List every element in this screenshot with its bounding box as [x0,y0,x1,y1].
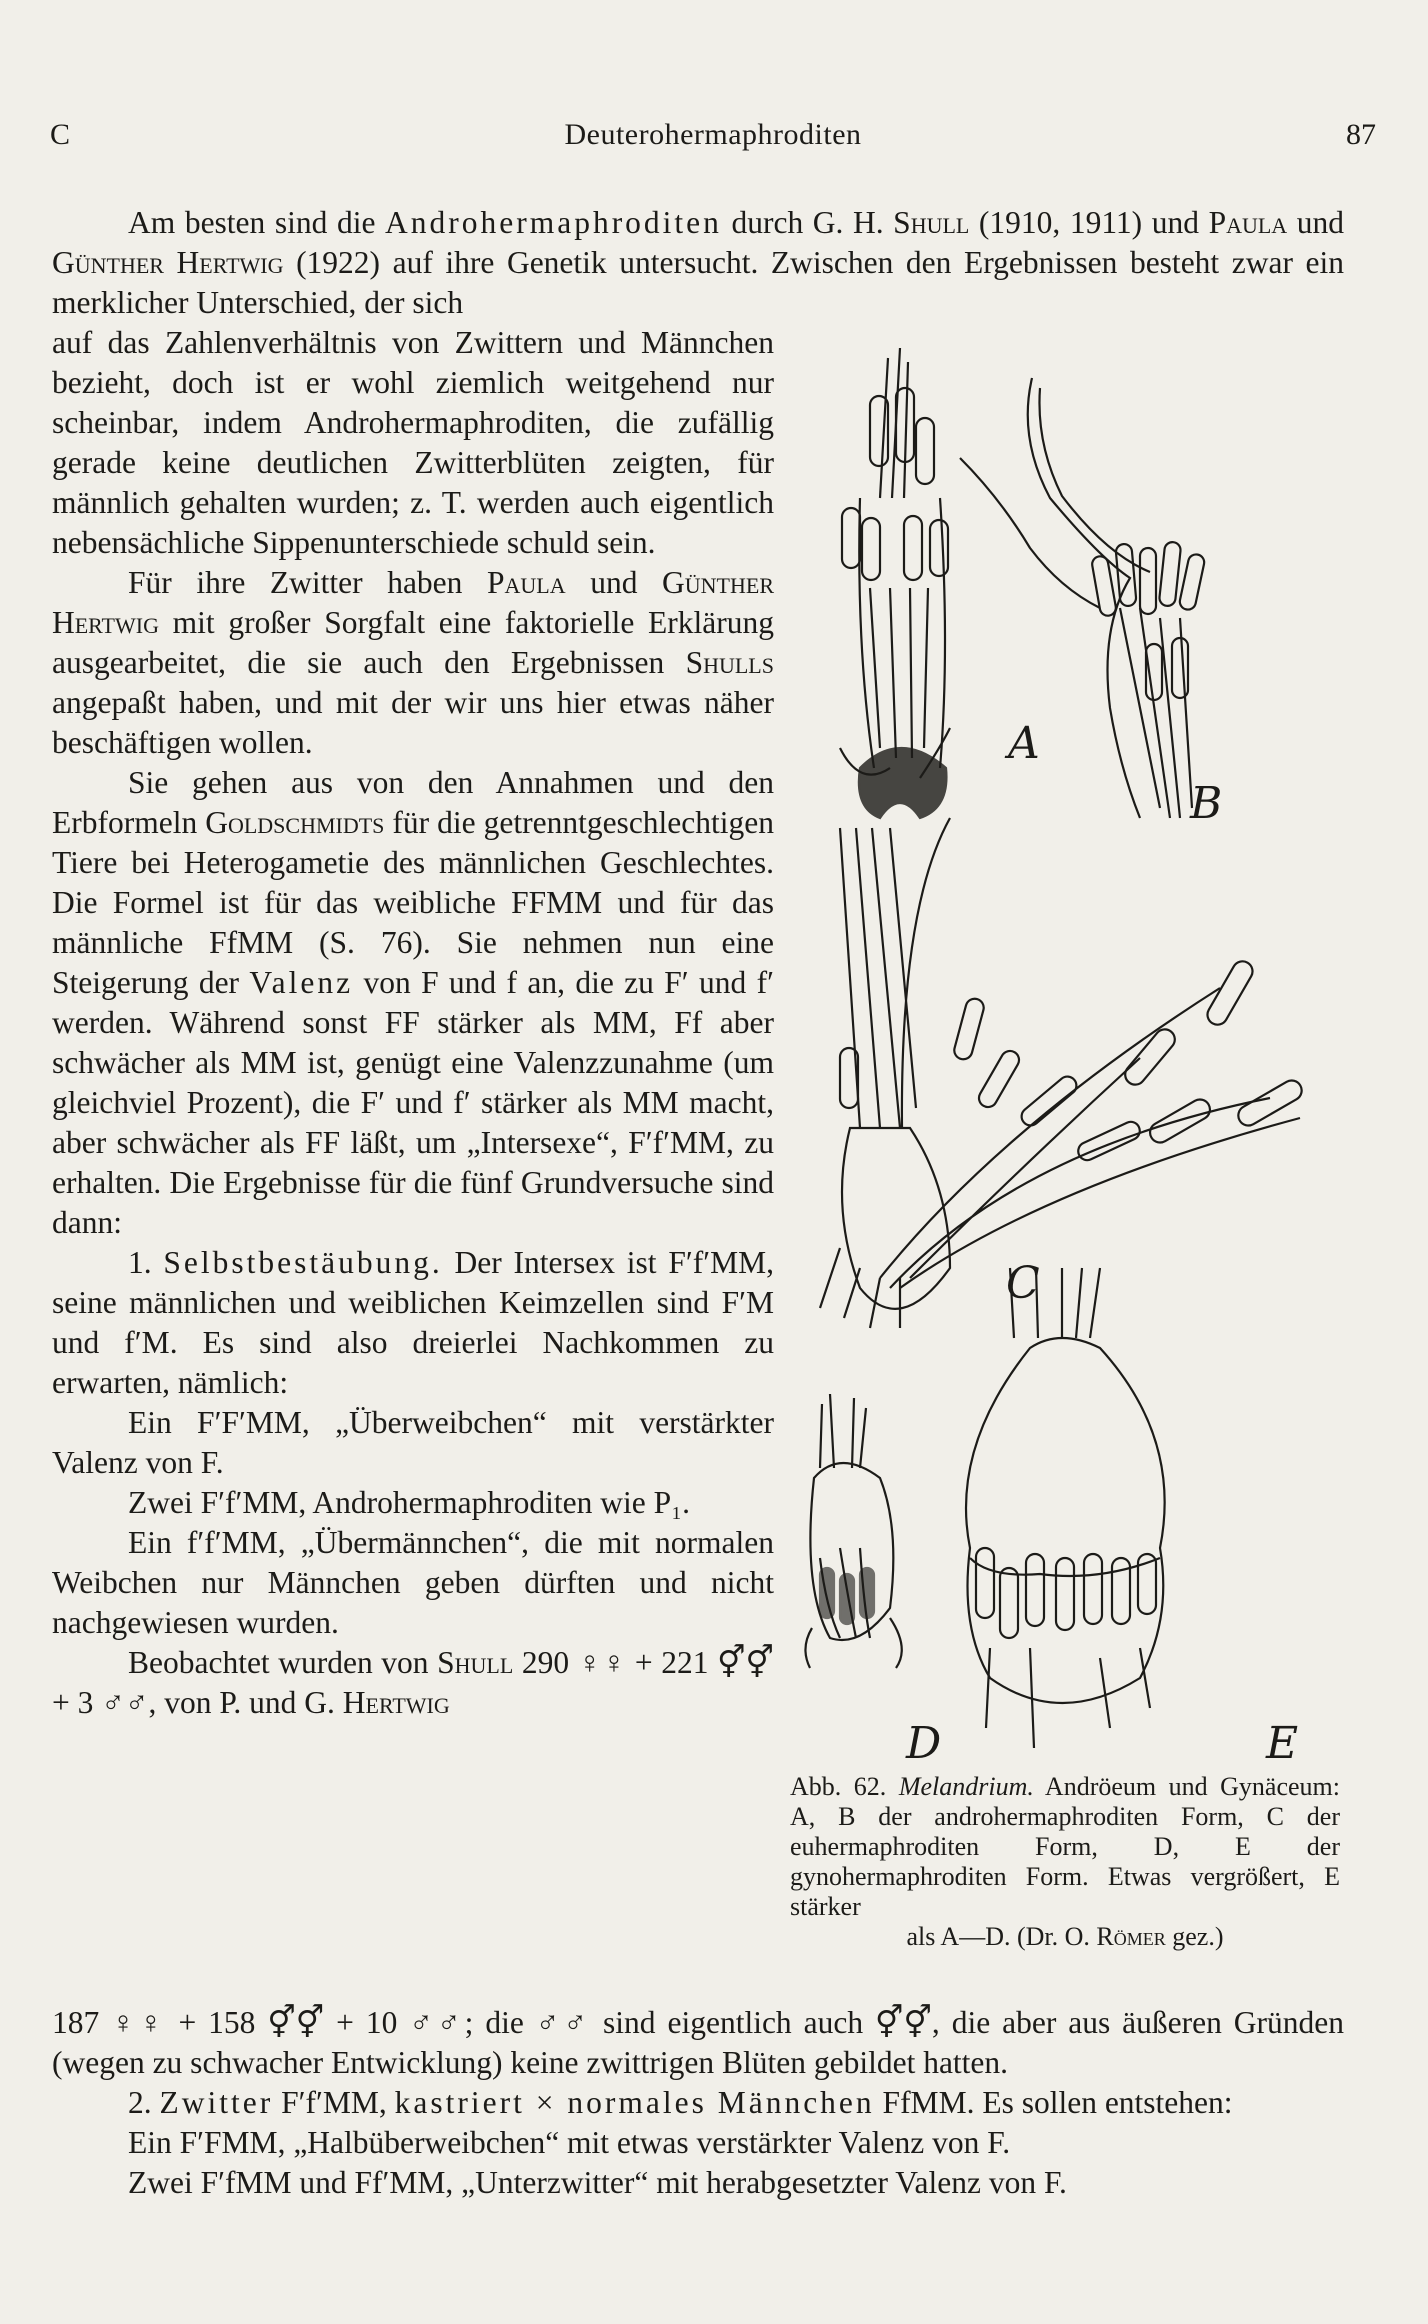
melandrium-figure [800,348,1352,1768]
panel-label-b: B [1190,778,1223,829]
running-header [50,118,1376,158]
header-title: Deuterohermaphroditen [564,118,862,151]
panel-label-e: E [1266,1718,1299,1768]
flower-drawing-b [960,378,1206,818]
figure-caption: Abb. 62. Melandrium. Andröeum und Gynäceum: A, B der androhermaphroditen Form, C der euhermaphroditen Form, D, E der gynohermaphroditen Form. Etwas vergrößert, E stärker als A—D. (Dr. O. Römer gez.) [790,1772,1341,1951]
panel-label-d: D [906,1718,942,1768]
text-full-bottom [52,2003,1344,2203]
paragraph-9: 2. Zwitter F′f′MM, kastriert × normales Männchen FfMM. Es sollen entstehen: [128,2085,1233,2120]
paragraph-1-continued: auf das Zahlenverhältnis von Zwittern und Männchen bezieht, doch ist er wohl ziemlich weitgehend nur scheinbar, indem Androhermaphroditen, die zufällig gerade keine deutlichen Zwitterblüten zeigten, für männlich gehalten wurden; z. T. werden auch eigentlich nebensächliche Sippenunterschiede schuld sein. [52,325,774,560]
flower-drawing-d [805,1394,901,1668]
paragraph-3: Sie gehen aus von den Annahmen und den Erbformeln Goldschmidts für die getrenntgeschlechtigen Tiere bei Heterogametie des männlichen Geschlechtes. Die Formel ist für das weibliche FFMM und für das männliche FfMM (S. 76). Sie nehmen nun eine Steigerung der Valenz von F und f an, die zu F′ und f′ werden. Während sonst FF stärker als MM, Ff aber schwächer als MM ist, genügt eine Valenzzunahme (um gleichviel Prozent), die F′ und f′ stärker als MM macht, aber schwächer als FF läßt, um „Intersexe“, F′f′MM, zu erhalten. Die Ergebnisse für die fünf Grundversuche sind dann: [52,765,774,1240]
flower-drawing-c [820,818,1305,1328]
paragraph-6: Zwei F′f′MM, Androhermaphroditen wie P₁. [128,1485,690,1520]
text-column [52,323,774,1723]
paragraph-7: Ein f′f′MM, „Übermännchen“, die mit normalen Weibchen nur Männchen geben dürften und nicht nachgewiesen wurden. [52,1525,774,1640]
paragraph-2: Für ihre Zwitter haben Paula und Günther Hertwig mit großer Sorgfalt eine faktorielle Erklärung ausgearbeitet, die sie auch den Ergebnissen Shulls angepaßt haben, und mit der wir uns hier etwas näher beschäftigen wollen. [52,565,774,760]
paragraph-8-continued: 187 ♀♀ + 158 ⚥⚥ + 10 ♂♂; die ♂♂ sind eigentlich auch ⚥⚥, die aber aus äußeren Gründen (wegen zu schwacher Entwicklung) keine zwittrigen Blüten gebildet hatten. [52,2005,1344,2080]
header-section-letter: C [50,118,71,151]
paragraph-1-lead: Am besten sind die Androhermaphroditen durch G. H. Shull (1910, 1911) und Paula und Günther Hertwig (1922) auf ihre Genetik untersucht. Zwischen den Ergebnissen besteht zwar ein merklicher Unterschied, der sich [52,205,1345,320]
paragraph-4: 1. Selbstbestäubung. Der Intersex ist F′f′MM, seine männlichen und weiblichen Keimzellen sind F′M und f′M. Es sind also dreierlei Nachkommen zu erwarten, nämlich: [52,1245,774,1400]
paragraph-1-full [52,203,1344,323]
caption-credit: als A—D. (Dr. O. Römer gez.) [906,1922,1224,1951]
page-number: 87 [1346,118,1376,151]
paragraph-8-lead: Beobachtet wurden von Shull 290 ♀♀ + 221 ⚥⚥ + 3 ♂♂, von P. und G. Hertwig [52,1645,774,1720]
panel-label-c: C [1006,1258,1040,1309]
paragraph-10: Ein F′FMM, „Halbüberweibchen“ mit etwas verstärkter Valenz von F. [128,2125,1011,2160]
flower-drawing-e [966,1268,1165,1748]
paragraph-5: Ein F′F′MM, „Überweibchen“ mit verstärkter Valenz von F. [52,1405,774,1480]
paragraph-11: Zwei F′fMM und Ff′MM, „Unterzwitter“ mit herabgesetzter Valenz von F. [128,2165,1067,2200]
flower-drawing-a [840,348,950,818]
panel-label-a: A [1008,718,1040,769]
